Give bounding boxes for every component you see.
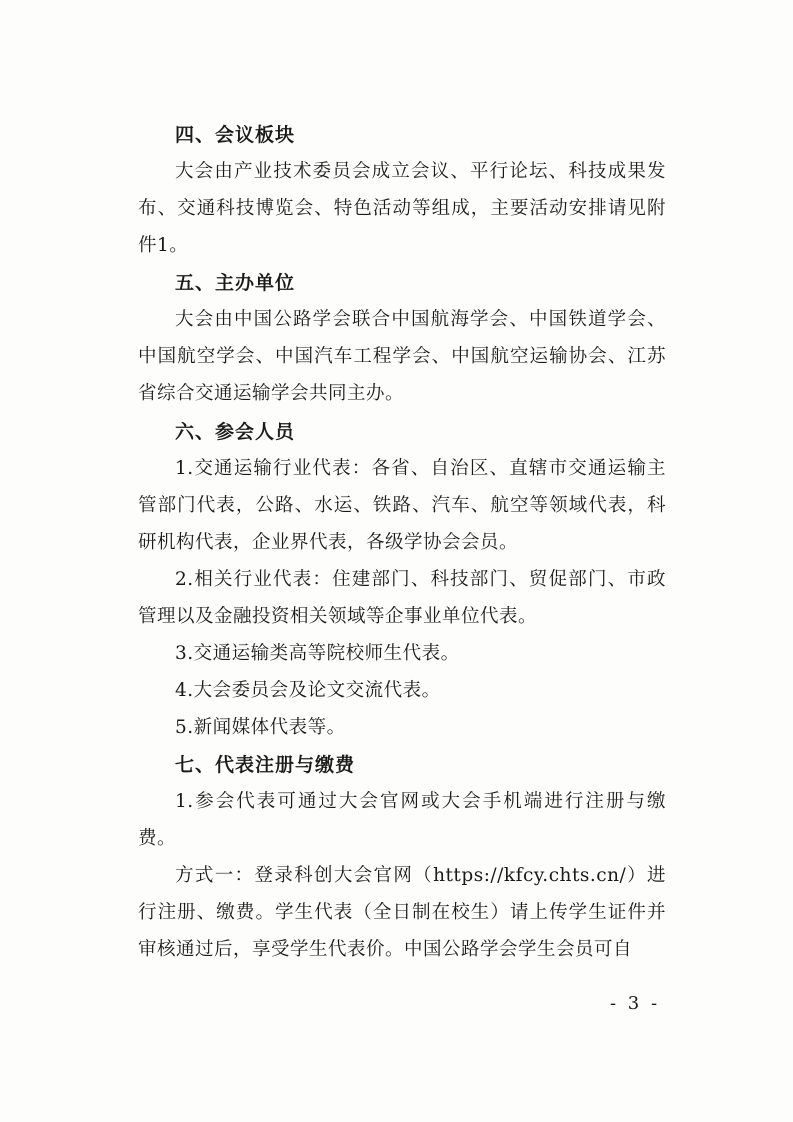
section-body-5 <box>138 301 666 412</box>
section-heading-5: 五、主办单位 <box>175 272 296 294</box>
section-heading-6: 六、参会人员 <box>175 421 296 443</box>
list-item: 5.新闻媒体代表等。 <box>175 717 346 738</box>
list-item: 1.参会代表可通过大会官网或大会手机端进行注册与缴费。 <box>138 791 666 849</box>
paragraph: 大会由产业技术委员会成立会议、平行论坛、科技成果发布、交通科技博览会、特色活动等组成，主要活动安排请见附件1。 <box>138 161 666 256</box>
section-heading-7: 七、代表注册与缴费 <box>175 754 356 776</box>
section-body-4 <box>138 153 666 264</box>
page-number: - 3 - <box>610 993 661 1014</box>
section-body-7 <box>138 783 666 968</box>
section-body-6 <box>138 450 666 746</box>
list-item: 2.相关行业代表：住建部门、科技部门、贸促部门、市政管理以及金融投资相关领域等企事业单位代表。 <box>138 569 666 627</box>
paragraph: 大会由中国公路学会联合中国航海学会、中国铁道学会、中国航空学会、中国汽车工程学会、中国航空运输协会、江苏省综合交通运输学会共同主办。 <box>138 309 666 404</box>
section-heading-4: 四、会议板块 <box>175 124 296 146</box>
list-item: 3.交通运输类高等院校师生代表。 <box>175 643 460 664</box>
list-item: 1.交通运输行业代表：各省、自治区、直辖市交通运输主管部门代表，公路、水运、铁路、汽车、航空等领域代表，科研机构代表，企业界代表，各级学协会会员。 <box>138 458 666 553</box>
list-item: 方式一：登录科创大会官网（https://kfcy.chts.cn/）进行注册、缴费。学生代表（全日制在校生）请上传学生证件并审核通过后，享受学生代表价。中国公路学会学生会员可自 <box>138 865 666 960</box>
list-item: 4.大会委员会及论文交流代表。 <box>175 680 441 701</box>
